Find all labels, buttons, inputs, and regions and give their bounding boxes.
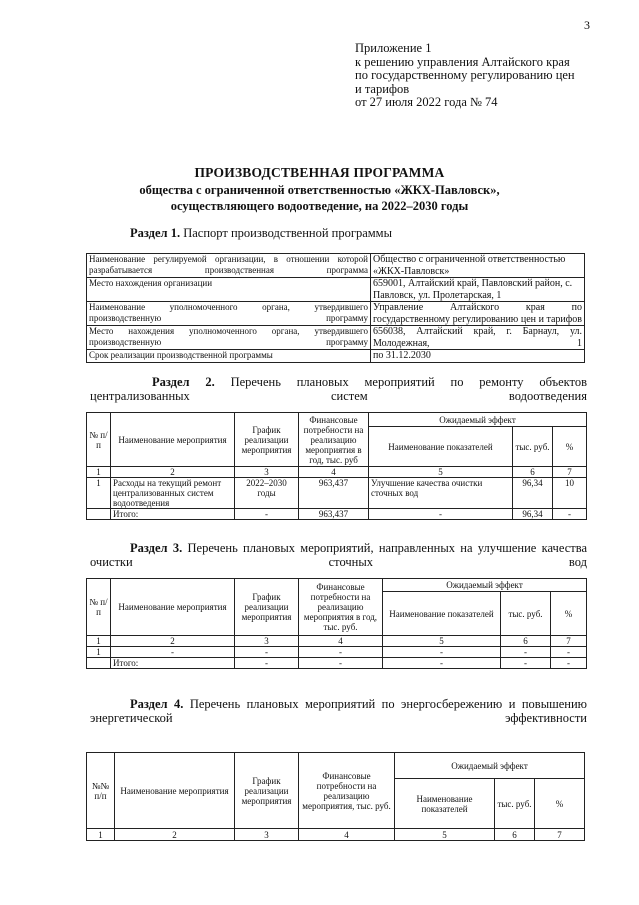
table-cell: -: [501, 658, 551, 669]
appendix-line: к решению управления Алтайского края: [355, 54, 570, 69]
column-number-row: [87, 636, 587, 647]
header-name: Наименование мероприятия: [111, 413, 235, 467]
column-number: 4: [299, 829, 395, 841]
header-num: № п/п: [87, 579, 111, 636]
table-cell: Место нахождения организации: [87, 278, 371, 302]
passport-table: [86, 253, 585, 363]
header-effect: Ожидаемый эффект: [369, 413, 587, 427]
column-number: 6: [501, 636, 551, 647]
table-cell: Управление Алтайского края по государственному регулированию цен и тарифов: [371, 302, 585, 326]
table-cell: -: [501, 647, 551, 658]
table-cell: -: [235, 509, 299, 520]
table-cell: -: [383, 647, 501, 658]
table-cell: -: [235, 647, 299, 658]
column-number: 1: [87, 636, 111, 647]
column-number: 7: [551, 636, 587, 647]
table-cell: -: [235, 658, 299, 669]
table-cell: 659001, Алтайский край, Павловский район, с. Павловск, ул. Пролетарская, 1: [371, 278, 585, 302]
header-indicators: Наименование показателей: [395, 779, 495, 829]
header-finance: Финансовые потребности на реализацию мероприятия в год, тыс. руб: [299, 413, 369, 467]
header-schedule: График реализации мероприятия: [235, 579, 299, 636]
repair-measures-table: [86, 412, 587, 520]
header-indicators: Наименование показателей: [383, 592, 501, 636]
document-title: ПРОИЗВОДСТВЕННАЯ ПРОГРАММА: [194, 165, 445, 180]
column-number: 7: [553, 467, 587, 478]
section2-text: Перечень плановых мероприятий по ремонту объектов централизованных систем водоотведения: [90, 375, 587, 403]
header-num: № п/п: [87, 413, 111, 467]
header-effect: Ожидаемый эффект: [383, 579, 587, 592]
table-cell: -: [369, 509, 513, 520]
table-row: [87, 478, 587, 509]
table-cell: Наименование регулируемой организации, в отношении которой разрабатывается производственная программа: [87, 254, 371, 278]
header-percent: %: [535, 779, 585, 829]
page-number: 3: [584, 18, 590, 32]
header-effect: Ожидаемый эффект: [395, 753, 585, 779]
total-label: Итого:: [111, 509, 235, 520]
header-thousand: тыс. руб.: [513, 427, 553, 467]
wastewater-measures-table: [86, 578, 587, 669]
header-name: Наименование мероприятия: [111, 579, 235, 636]
section2-heading: [90, 375, 587, 403]
table-cell: -: [299, 658, 383, 669]
column-number: 4: [299, 467, 369, 478]
header-percent: %: [551, 592, 587, 636]
table-cell: -: [551, 658, 587, 669]
table-cell: Место нахождения уполномоченного органа, утвердившего производственную программу: [87, 326, 371, 350]
table-row: [87, 254, 585, 278]
appendix-block: [355, 42, 625, 110]
table-row: [87, 350, 585, 363]
column-number-row: [87, 829, 585, 841]
section2-label: Раздел 2.: [152, 375, 215, 389]
table-cell: -: [551, 647, 587, 658]
table-cell: Расходы на текущий ремонт централизованных систем водоотведения: [111, 478, 235, 509]
header-finance: Финансовые потребности на реализацию мероприятия, тыс. руб.: [299, 753, 395, 829]
table-cell: -: [299, 647, 383, 658]
table-row: [87, 278, 585, 302]
table-cell: -: [111, 647, 235, 658]
section3-heading: [90, 541, 587, 569]
table-header-row: [87, 413, 587, 427]
section4-label: Раздел 4.: [130, 697, 184, 711]
column-number: 2: [111, 467, 235, 478]
column-number: 4: [299, 636, 383, 647]
section3-label: Раздел 3.: [130, 541, 183, 555]
table-cell: по 31.12.2030: [371, 350, 585, 363]
table-cell: 963,437: [299, 478, 369, 509]
header-schedule: График реализации мероприятия: [235, 753, 299, 829]
appendix-line: от 27 июля 2022 года № 74: [355, 95, 498, 110]
column-number: 5: [369, 467, 513, 478]
table-cell: Наименование уполномоченного органа, утвердившего производственную программу: [87, 302, 371, 326]
header-thousand: тыс. руб.: [501, 592, 551, 636]
header-thousand: тыс. руб.: [495, 779, 535, 829]
header-finance: Финансовые потребности на реализацию мероприятия в год, тыс. руб.: [299, 579, 383, 636]
column-number: 3: [235, 829, 299, 841]
appendix-line: и тарифов: [355, 81, 410, 96]
header-percent: %: [553, 427, 587, 467]
section4-text: Перечень плановых мероприятий по энергосбережению и повышению энергетической эффективности: [90, 697, 587, 725]
table-row: [87, 302, 585, 326]
table-cell: 2022–2030 годы: [235, 478, 299, 509]
table-cell: 96,34: [513, 509, 553, 520]
column-number: 6: [513, 467, 553, 478]
table-header-row: [87, 753, 585, 779]
table-row: [87, 647, 587, 658]
table-cell: -: [553, 509, 587, 520]
column-number: 1: [87, 829, 115, 841]
table-cell: 963,437: [299, 509, 369, 520]
section3-text: Перечень плановых мероприятий, направленных на улучшение качества очистки сточных вод: [90, 541, 587, 569]
table-cell: Общество с ограниченной ответственностью «ЖКХ-Павловск»: [371, 254, 585, 278]
column-number: 6: [495, 829, 535, 841]
table-row: [87, 326, 585, 350]
column-number: 5: [383, 636, 501, 647]
section1-text: Паспорт производственной программы: [180, 226, 392, 240]
column-number-row: [87, 467, 587, 478]
appendix-line: по государственному регулированию цен: [355, 68, 575, 83]
document-subtitle: общества с ограниченной ответственностью «ЖКХ-Павловск»,: [139, 183, 500, 197]
header-schedule: График реализации мероприятия: [235, 413, 299, 467]
energy-measures-table: [86, 752, 585, 841]
column-number: 1: [87, 467, 111, 478]
header-num: №№ п/п: [87, 753, 115, 829]
document-subtitle: осуществляющего водоотведение, на 2022–2030 годы: [170, 199, 469, 213]
section1-heading: [130, 226, 392, 240]
table-total-row: [87, 658, 587, 669]
column-number: 2: [115, 829, 235, 841]
column-number: 5: [395, 829, 495, 841]
table-cell: 10: [553, 478, 587, 509]
table-cell: -: [383, 658, 501, 669]
appendix-line: Приложение 1: [355, 41, 432, 55]
column-number: 3: [235, 467, 299, 478]
table-header-row: [87, 579, 587, 592]
section1-label: Раздел 1.: [130, 226, 181, 240]
column-number: 2: [111, 636, 235, 647]
table-total-row: [87, 509, 587, 520]
header-indicators: Наименование показателей: [369, 427, 513, 467]
total-label: Итого:: [111, 658, 235, 669]
column-number: 3: [235, 636, 299, 647]
table-cell: 1: [87, 647, 111, 658]
table-cell: Улучшение качества очистки сточных вод: [369, 478, 513, 509]
table-cell: Срок реализации производственной программы: [87, 350, 371, 363]
section4-heading: [90, 697, 587, 725]
header-name: Наименование мероприятия: [115, 753, 235, 829]
table-cell: 96,34: [513, 478, 553, 509]
table-cell: 656038, Алтайский край, г. Барнаул, ул. Молодежная, 1: [371, 326, 585, 350]
table-cell: 1: [87, 478, 111, 509]
column-number: 7: [535, 829, 585, 841]
